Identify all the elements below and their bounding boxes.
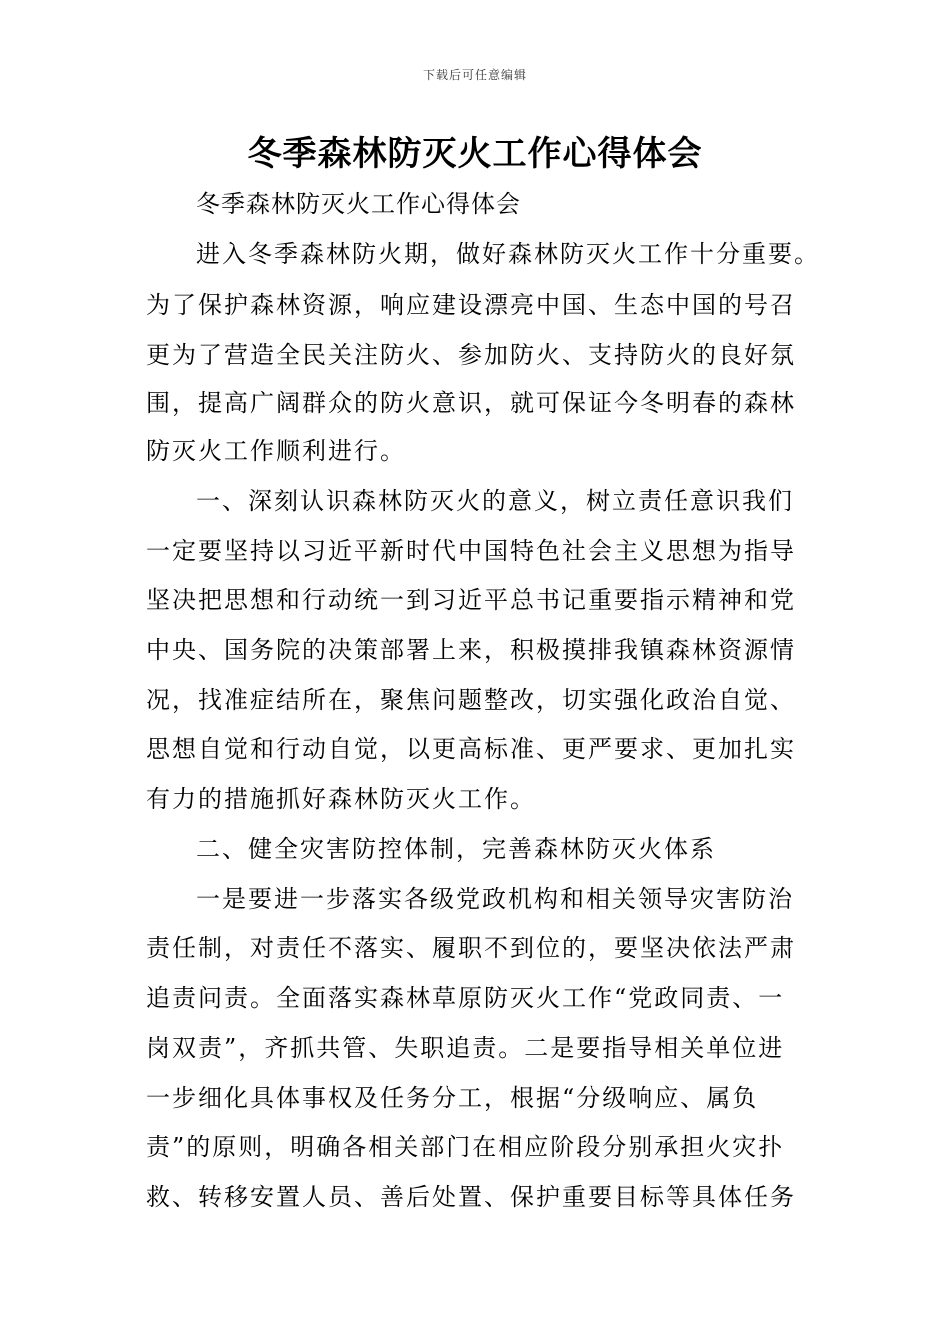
paragraph-line-9: 中央、国务院的决策部署上来，积极摸排我镇森林资源情 <box>146 636 796 664</box>
paragraph-line-14: 一是要进一步落实各级党政机构和相关领导灾害防治 <box>196 885 794 913</box>
paragraph-line-5: 防灭火工作顺利进行。 <box>146 437 406 465</box>
paragraph-line-11: 思想自觉和行动自觉，以更高标准、更严要求、更加扎实 <box>146 735 796 763</box>
paragraph-line-6: 一、深刻认识森林防灭火的意义，树立责任意识我们 <box>196 487 794 515</box>
document-title: 冬季森林防灭火工作心得体会 <box>247 134 703 174</box>
paragraph-line-8: 坚决把思想和行动统一到习近平总书记重要指示精神和党 <box>146 586 796 614</box>
header-note: 下载后可任意编辑 <box>422 68 527 82</box>
paragraph-line-1: 进入冬季森林防火期，做好森林防灭火工作十分重要。 <box>196 240 820 268</box>
paragraph-line-17: 岗双责”，齐抓共管、失职追责。二是要指导相关单位进 <box>146 1034 785 1062</box>
paragraph-line-19: 责”的原则，明确各相关部门在相应阶段分别承担火灾扑 <box>146 1133 785 1161</box>
paragraph-line-3: 更为了营造全民关注防火、参加防火、支持防火的良好氛 <box>146 341 796 369</box>
paragraph-line-20: 救、转移安置人员、善后处置、保护重要目标等具体任务 <box>146 1183 796 1211</box>
paragraph-line-16: 追责问责。全面落实森林草原防灭火工作“党政同责、一 <box>146 984 785 1012</box>
paragraph-line-4: 围，提高广阔群众的防火意识，就可保证今冬明春的森林 <box>146 389 796 417</box>
paragraph-line-15: 责任制，对责任不落实、履职不到位的，要坚决依法严肃 <box>146 934 796 962</box>
paragraph-line-2: 为了保护森林资源，响应建设漂亮中国、生态中国的号召 <box>146 291 796 319</box>
paragraph-line-7: 一定要坚持以习近平新时代中国特色社会主义思想为指导 <box>146 537 796 565</box>
paragraph-line-18: 一步细化具体事权及任务分工，根据“分级响应、属负 <box>146 1084 759 1112</box>
paragraph-line-10: 况，找准症结所在，聚焦问题整改，切实强化政治自觉、 <box>146 686 796 714</box>
document-subtitle: 冬季森林防灭火工作心得体会 <box>196 190 521 218</box>
section-heading-2: 二、健全灾害防控体制，完善森林防灭火体系 <box>196 835 716 863</box>
paragraph-line-12: 有力的措施抓好森林防灭火工作。 <box>146 785 536 813</box>
